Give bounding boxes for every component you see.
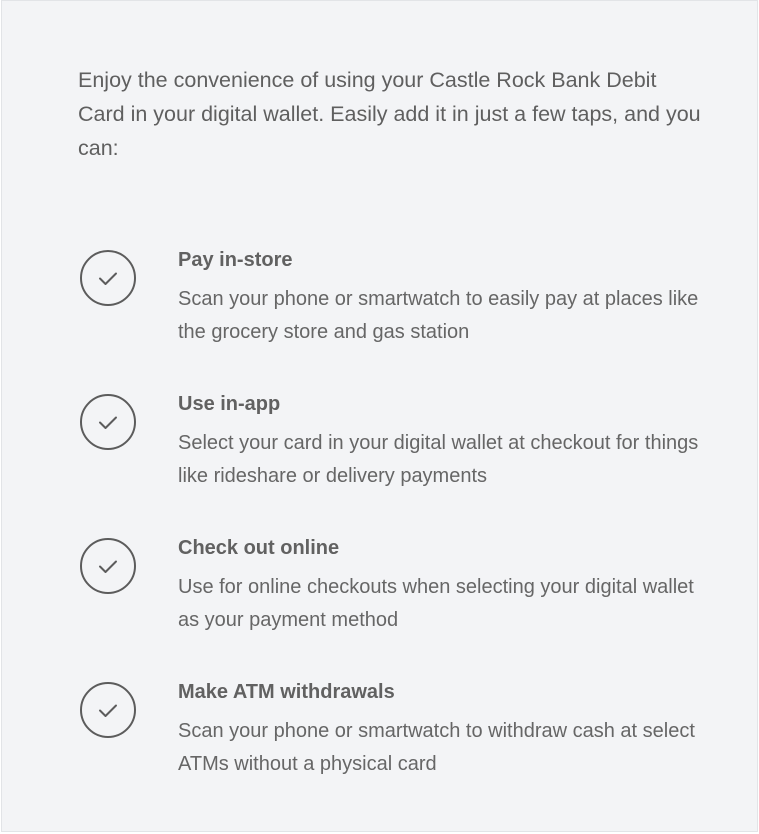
check-circle-icon [80,394,136,450]
feature-title: Make ATM withdrawals [178,681,395,703]
feature-pay-in-store [78,247,718,367]
digital-wallet-card [1,0,758,832]
feature-description: Scan your phone or smartwatch to withdraw cash at select ATMs without a physical card [178,720,695,775]
check-circle-icon [80,538,136,594]
feature-description: Scan your phone or smartwatch to easily pay at places like the grocery store and gas station [178,288,699,343]
intro-text: Enjoy the convenience of using your Castle Rock Bank Debit Card in your digital wallet. Easily add it in just a few taps, and you can: [78,68,701,160]
check-circle-icon [80,682,136,738]
feature-description: Use for online checkouts when selecting your digital wallet as your payment method [178,576,694,631]
feature-title: Check out online [178,537,340,559]
feature-check-out-online [78,535,718,655]
feature-atm-withdrawals [78,679,718,799]
feature-title: Use in-app [178,393,281,415]
check-circle-icon [80,250,136,306]
feature-title: Pay in-store [178,249,293,271]
feature-description: Select your card in your digital wallet at checkout for things like rideshare or delivery payments [178,432,699,487]
feature-use-in-app [78,391,718,511]
